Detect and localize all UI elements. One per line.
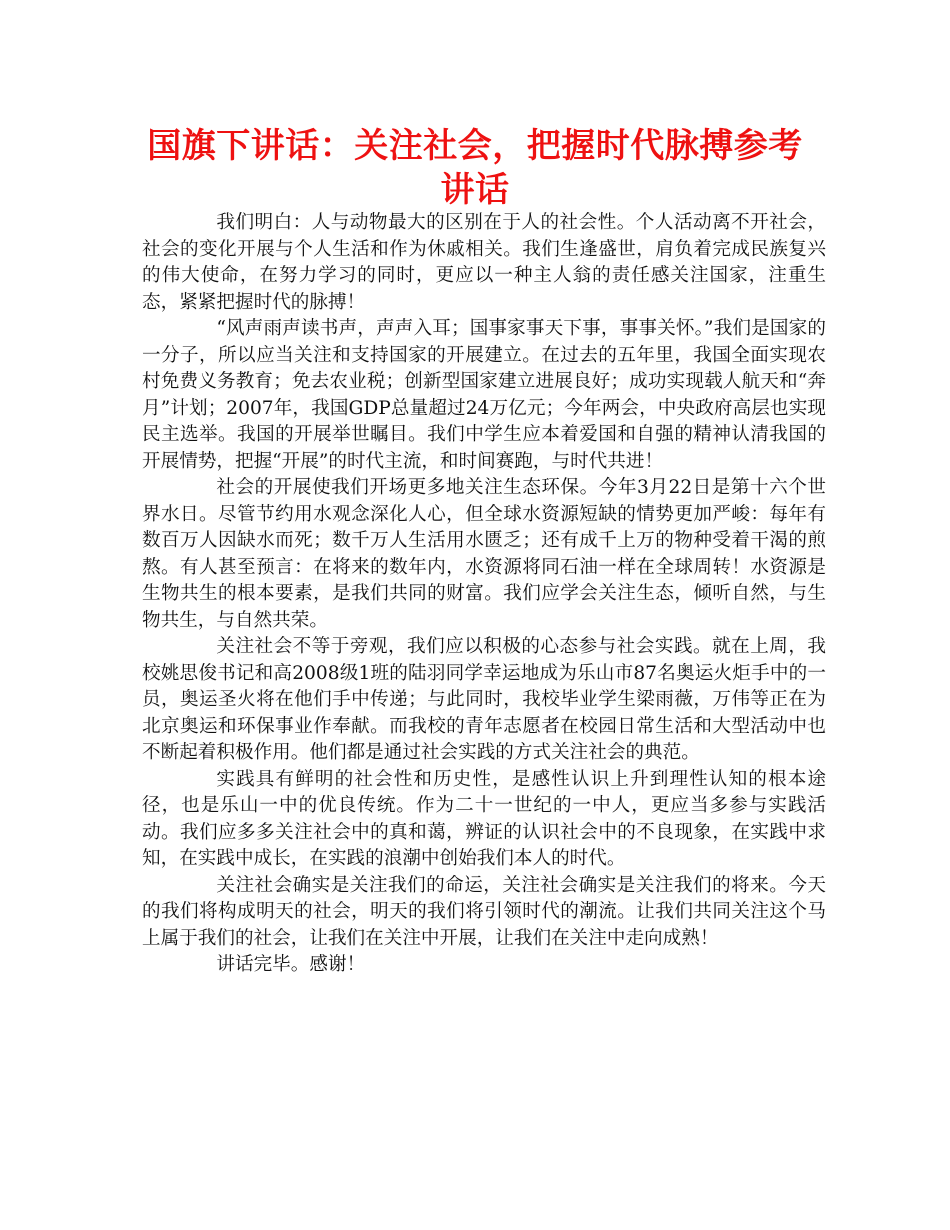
paragraph-5: 实践具有鲜明的社会性和历史性，是感性认识上升到理性认知的根本途径，也是乐山一中的优良传统。作为二十一世纪的一中人，更应当多参与实践活动。我们应多多关注社会中的真和蔼，辨证的认识社会中的不良现象，在实践中求知，在实践中成长，在实践的浪潮中创始我们本人的时代。 xyxy=(142,768,826,869)
paragraph-2: “风声雨声读书声，声声入耳；国事家事天下事，事事关怀。”我们是国家的一分子，所以应当关注和支持国家的开展建立。在过去的五年里，我国全面实现农村免费义务教育；免去农业税；创新型国家建立进展良好；成功实现载人航天和“奔月”计划；2007年，我国GDP总量超过24万亿元；今年两会，中央政府高层也实现民主选举。我国的开展举世瞩目。我们中学生应本着爱国和自强的精神认清我国的开展情势，把握“开展”的时代主流，和时间赛跑，与时代共进！ xyxy=(142,318,826,472)
paragraph-1: 我们明白：人与动物最大的区别在于人的社会性。个人活动离不开社会，社会的变化开展与个人生活和作为休戚相关。我们生逢盛世，肩负着完成民族复兴的伟大使命，在努力学习的同时，更应以一种主人翁的责任感关注国家，注重生态，紧紧把握时代的脉搏！ xyxy=(142,212,826,313)
document-body xyxy=(142,210,826,979)
document-title: 国旗下讲话：关注社会，把握时代脉搏参考讲话 xyxy=(147,126,803,210)
paragraph-4: 关注社会不等于旁观，我们应以积极的心态参与社会实践。就在上周，我校姚思俊书记和高2008级1班的陆羽同学幸运地成为乐山市87名奥运火炬手中的一员，奥运圣火将在他们手中传递；与此同时，我校毕业学生梁雨薇，万伟等正在为北京奥运和环保事业作奉献。而我校的青年志愿者在校园日常生活和大型活动中也不断起着积极作用。他们都是通过社会实践的方式关注社会的典范。 xyxy=(142,636,826,763)
paragraph-3: 社会的开展使我们开场更多地关注生态环保。今年3月22日是第十六个世界水日。尽管节约用水观念深化人心，但全球水资源短缺的情势更加严峻：每年有数百万人因缺水而死；数千万人生活用水匮乏；还有成千上万的物种受着干渴的煎熬。有人甚至预言：在将来的数年内，水资源将同石油一样在全球周转！水资源是生物共生的根本要素，是我们共同的财富。我们应学会关注生态，倾听自然，与生物共生，与自然共荣。 xyxy=(142,477,826,631)
paragraph-6: 关注社会确实是关注我们的命运，关注社会确实是关注我们的将来。今天的我们将构成明天的社会，明天的我们将引领时代的潮流。让我们共同关注这个马上属于我们的社会，让我们在关注中开展，让我们在关注中走向成熟！ xyxy=(142,874,826,949)
paragraph-closing: 讲话完毕。感谢！ xyxy=(216,954,366,975)
